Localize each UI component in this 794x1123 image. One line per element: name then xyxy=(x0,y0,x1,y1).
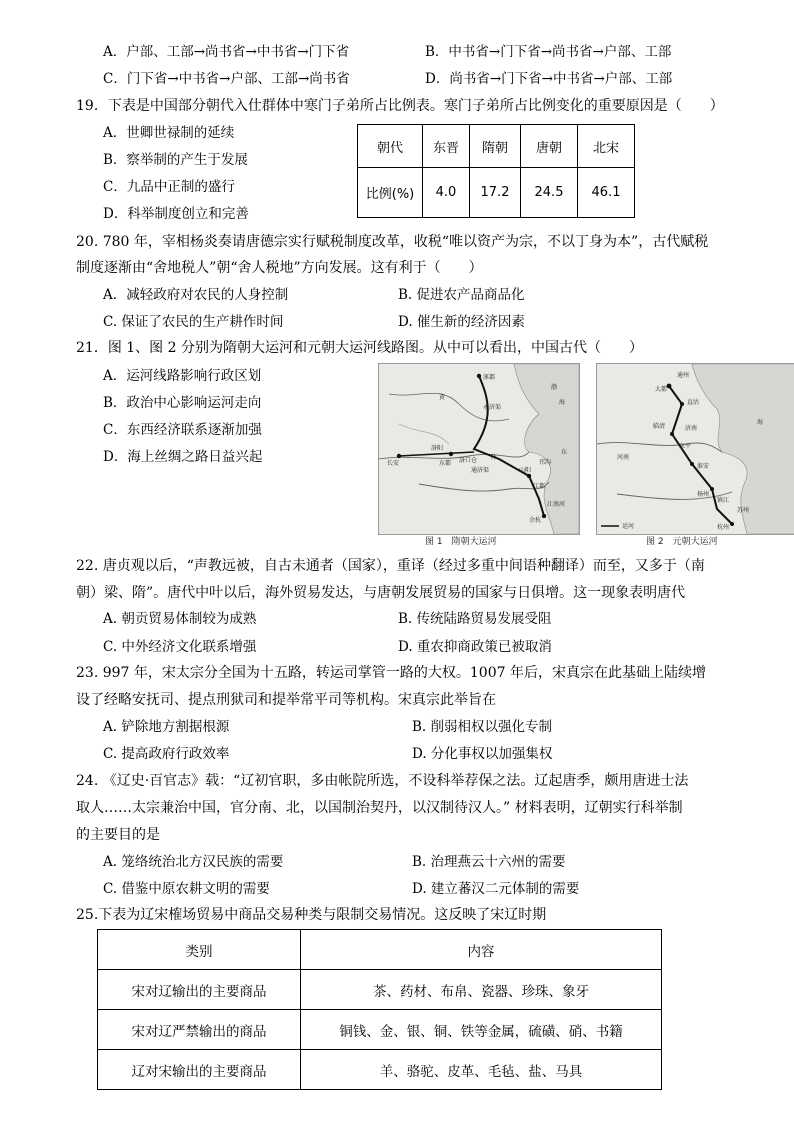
map1-label: 洛阳 xyxy=(431,445,444,452)
q20-option-b: B. 促进农产品商品化 xyxy=(398,287,525,303)
q19-stem: 19．下表是中国部分朝代入仕群体中寒门子弟所占比例表。寒门子弟所占比例变化的重要原因是（ ） xyxy=(76,98,724,114)
map2-label: 济南 xyxy=(685,425,698,432)
q22-option-c: C. 中外经济文化联系增强 xyxy=(103,639,257,655)
map2-label: 河南 xyxy=(617,454,630,461)
q22-option-a: A. 朝贡贸易体制较为成熟 xyxy=(103,611,257,627)
q23-stem-line1: 23. 997 年，宋太宗分全国为十五路，转运司掌管一路的大权。1007 年后，宋真宗在此基础上陆续增 xyxy=(76,665,706,681)
q18-option-b: B．中书省→门下省→尚书省→户部、工部 xyxy=(425,44,672,60)
q20-option-a: A．减轻政府对农民的人身控制 xyxy=(103,287,289,303)
q24-stem-line2: 取人……太宗兼治中国，官分南、北，以国制治契丹，以汉制待汉人。” 材料表明，辽朝实行科举制 xyxy=(76,800,683,816)
map1-label: 邗沟 xyxy=(539,459,552,466)
q19-option-c: C．九品中正制的盛行 xyxy=(103,179,235,195)
q18-option-d: D．尚书省→门下省→中书省→户部、工部 xyxy=(425,71,673,87)
map2-label: 扬州 xyxy=(697,491,710,498)
map2-label: 淮安 xyxy=(697,463,710,470)
q25-cell: 茶、药材、布帛、瓷器、珍珠、象牙 xyxy=(301,970,662,1010)
q19-option-d: D．科举制度创立和完善 xyxy=(103,206,249,222)
q25-cell: 宋对辽输出的主要商品 xyxy=(98,970,301,1010)
q19-value: 17.2 xyxy=(470,168,521,218)
q21-option-d: D．海上丝绸之路日益兴起 xyxy=(103,449,263,465)
q20-stem-line1: 20. 780 年，宰相杨炎奏请唐德宗实行赋税制度改革，收税“唯以资产为宗，不以丁身为本”，古代赋税 xyxy=(76,234,709,250)
q25-cell: 羊、骆驼、皮革、毛毡、盐、马具 xyxy=(301,1050,662,1090)
q18-option-c: C．门下省→中书省→户部、工部→尚书省 xyxy=(103,71,350,87)
map2-label: 大都 xyxy=(655,386,668,393)
q19-value: 46.1 xyxy=(578,168,635,218)
q25-header: 内容 xyxy=(301,930,662,970)
q19-dynasty: 东晋 xyxy=(423,125,470,168)
q25-cell: 宋对辽严禁输出的商品 xyxy=(98,1010,301,1050)
q23-option-b: B. 削弱相权以强化专制 xyxy=(412,719,553,735)
q19-value: 24.5 xyxy=(521,168,578,218)
q25-table xyxy=(97,929,662,1090)
q21-option-a: A．运河线路影响行政区划 xyxy=(103,368,262,384)
sui-canal-map-caption: 图 1 隋朝大运河 xyxy=(425,537,497,547)
map1-label: 余杭 xyxy=(529,517,542,524)
q25-cell: 辽对宋输出的主要商品 xyxy=(98,1050,301,1090)
map1-label: 洛口仓 xyxy=(459,457,478,464)
map2-label: 海 xyxy=(757,419,764,426)
map1-label: 江南河 xyxy=(547,501,566,508)
map2-label: 直沽 xyxy=(687,399,700,406)
q25-header: 类别 xyxy=(98,930,301,970)
q24-option-c: C. 借鉴中原农耕文明的需要 xyxy=(103,881,270,897)
map2-label: 东平 xyxy=(679,443,692,450)
map1-label: 黄 xyxy=(439,394,446,401)
q19-option-b: B．察举制的产生于发展 xyxy=(103,152,248,168)
map1-label: 东 xyxy=(561,449,568,456)
q22-option-d: D. 重农抑商政策已被取消 xyxy=(398,639,552,655)
q18-option-a: A．户部、工部→尚书省→中书省→门下省 xyxy=(103,44,350,60)
sui-canal-map xyxy=(378,363,580,535)
q19-option-a: A．世卿世禄制的延续 xyxy=(103,125,235,141)
q19-table xyxy=(357,124,635,218)
q21-option-c: C．东西经济联系逐渐加强 xyxy=(103,422,262,438)
map1-label: 涿郡 xyxy=(483,374,496,381)
map2-label: 临清 xyxy=(653,423,666,430)
map1-label: 长安 xyxy=(387,460,400,467)
map1-label: 永济渠 xyxy=(483,404,502,411)
map2-label: 杭州 xyxy=(717,524,730,531)
yuan-canal-map xyxy=(596,363,794,535)
q23-option-c: C. 提高政府行政效率 xyxy=(103,746,230,762)
map1-label: 海 xyxy=(559,399,566,406)
q22-stem-line2: 朝）梁、隋”。唐代中叶以后，海外贸易发达，与唐朝发展贸易的国家与日俱增。这一现象表明唐代 xyxy=(76,585,686,601)
map2-label: 通州 xyxy=(677,372,690,379)
q25-cell: 铜钱、金、银、铜、铁等金属，硫磺、硝、书籍 xyxy=(301,1010,662,1050)
map1-label: 通济渠 xyxy=(471,467,490,474)
q19-dynasty: 唐朝 xyxy=(521,125,578,168)
q20-stem-line2: 制度逐渐由“舍地税人”朝“舍人税地”方向发展。这有利于（ ） xyxy=(76,260,483,276)
q23-option-d: D. 分化事权以加强集权 xyxy=(412,746,553,762)
q19-row-label: 比例(%) xyxy=(358,168,423,218)
q24-option-b: B. 治理燕云十六州的需要 xyxy=(412,854,566,870)
map2-label: 镇江 xyxy=(717,497,730,504)
map2-label: 苏州 xyxy=(737,507,750,514)
map2-legend: 运河 xyxy=(622,523,635,530)
q24-option-a: A. 笼络统治北方汉民族的需要 xyxy=(103,854,284,870)
q22-stem-line1: 22. 唐贞观以后，“声教远被，自古未通者（国家），重译（经过多重中间语种翻译）而至，又多于（南 xyxy=(76,558,705,574)
q24-option-d: D. 建立蕃汉二元体制的需要 xyxy=(412,881,580,897)
q19-dynasty: 北宋 xyxy=(578,125,635,168)
q23-stem-line2: 设了经略安抚司、提点刑狱司和提举常平司等机构。宋真宗此举旨在 xyxy=(76,692,496,708)
map1-label: 山阳 xyxy=(519,467,532,474)
q23-option-a: A. 铲除地方割据根源 xyxy=(103,719,230,735)
q19-dynasty: 隋朝 xyxy=(470,125,521,168)
q24-stem-line3: 的主要目的是 xyxy=(76,827,160,843)
q25-stem: 25.下表为辽宋榷场贸易中商品交易种类与限制交易情况。这反映了宋辽时期 xyxy=(76,907,547,923)
q19-header-label: 朝代 xyxy=(358,125,423,168)
q20-option-c: C. 保证了农民的生产耕作时间 xyxy=(103,314,284,330)
map1-label: 渤 xyxy=(551,384,558,391)
map1-label: 江都 xyxy=(533,483,546,490)
q20-option-d: D. 催生新的经济因素 xyxy=(398,314,525,330)
q21-stem: 21．图 1、图 2 分别为隋朝大运河和元朝大运河线路图。从中可以看出，中国古代（ ） xyxy=(76,340,643,356)
q21-option-b: B．政治中心影响运河走向 xyxy=(103,395,262,411)
yuan-canal-map-caption: 图 2 元朝大运河 xyxy=(646,537,718,547)
map1-label: 汴 xyxy=(491,454,498,461)
q19-value: 4.0 xyxy=(423,168,470,218)
q22-option-b: B. 传统陆路贸易发展受阻 xyxy=(398,611,552,627)
q24-stem-line1: 24. 《辽史·百官志》载：“辽初官职，多由帐院所选，不设科举荐保之法。辽起唐季，颇用唐进士法 xyxy=(76,773,689,789)
map1-label: 东都 xyxy=(439,460,452,467)
